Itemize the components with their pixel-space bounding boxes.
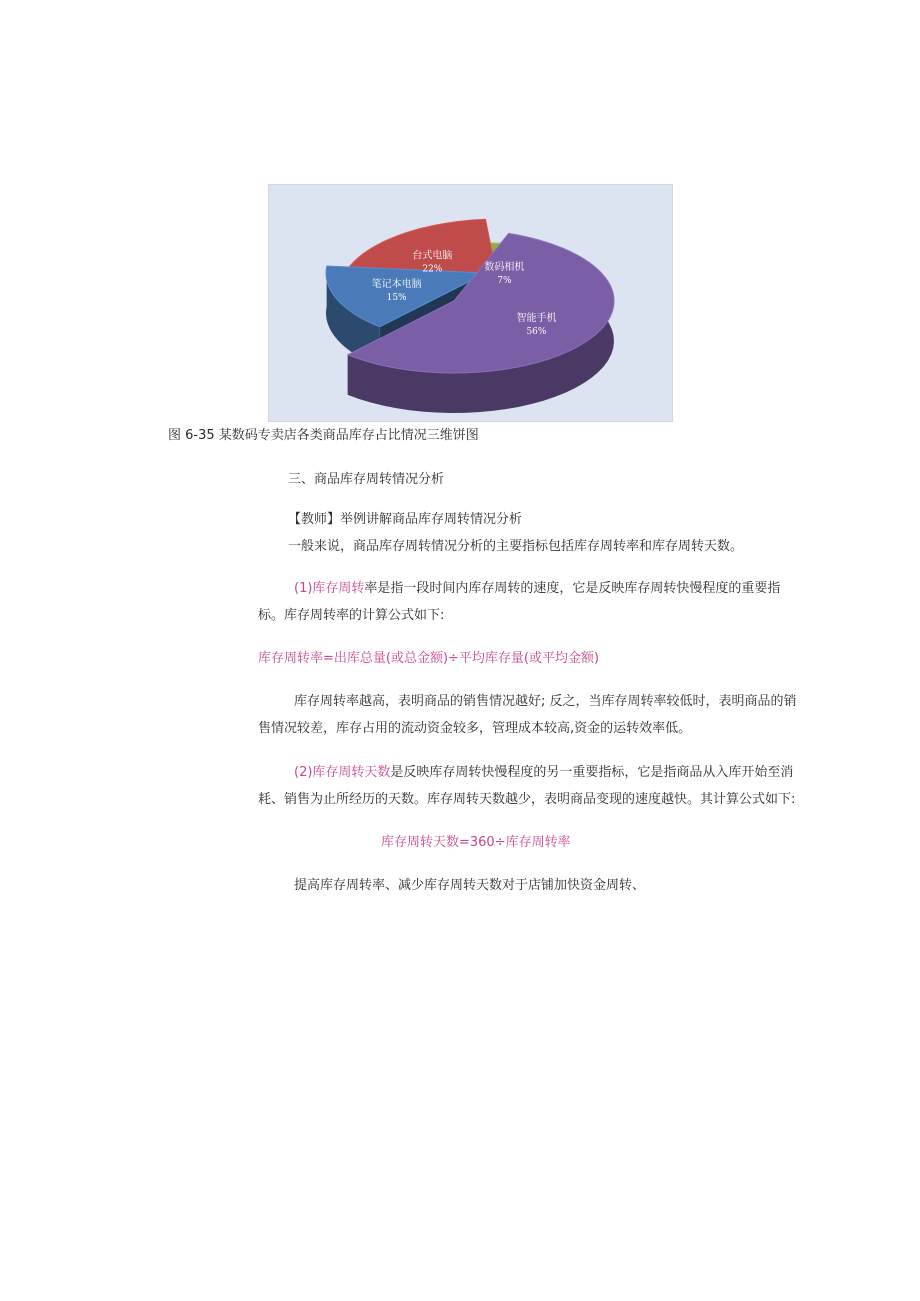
formula-turnover-rate: 库存周转率=出库总量(或总金额)÷平均库存量(或平均金额) <box>258 651 600 666</box>
paragraph-text: 率是指一段时间内库存周转的速度，它是反映库存周转快慢程度的重要指 <box>364 581 781 596</box>
slice-label-1: 笔记本电脑 <box>371 278 422 290</box>
formula-turnover-days: 库存周转天数=360÷库存周转率 <box>381 835 571 850</box>
slice-label-0: 智能手机 <box>516 313 557 325</box>
section-heading: 三、商品库存周转情况分析 <box>288 472 445 487</box>
slice-value-2: 22% <box>422 264 443 275</box>
slice-label-2: 台式电脑 <box>412 250 453 262</box>
slice-label-3: 数码相机 <box>484 262 525 274</box>
teacher-note: 【教师】举例讲解商品库存周转情况分析 <box>288 512 523 527</box>
paragraph-explanation-line1: 库存周转率越高，表明商品的销售情况越好; 反之，当库存周转率较低时，表明商品的销 <box>294 694 797 709</box>
paragraph-text: 是反映库存周转快慢程度的另一重要指标，它是指商品从入库开始至消 <box>390 765 794 780</box>
paragraph-turnover-days-line2: 耗、销售为止所经历的天数。库存周转天数越少，表明商品变现的速度越快。其计算公式如下: <box>258 792 796 807</box>
paragraph-conclusion: 提高库存周转率、减少库存周转天数对于店铺加快资金周转、 <box>294 878 646 893</box>
paragraph-turnover-days-line1 <box>294 764 793 782</box>
figure-caption: 图 6-35 某数码专卖店各类商品库存占比情况三维饼图 <box>168 428 479 443</box>
slice-value-3: 7% <box>497 276 512 287</box>
paragraph-turnover-rate-line1 <box>294 580 780 598</box>
paragraph-explanation-line2: 售情况较差，库存占用的流动资金较多，管理成本较高,资金的运转效率低。 <box>258 721 692 736</box>
paragraph-turnover-rate-line2: 标。库存周转率的计算公式如下: <box>258 608 445 623</box>
term-turnover-rate: (1)库存周转 <box>294 581 365 596</box>
term-turnover-days: (2)库存周转天数 <box>294 765 391 780</box>
pie-chart-3d <box>268 184 673 422</box>
intro-paragraph: 一般来说，商品库存周转情况分析的主要指标包括库存周转率和库存周转天数。 <box>288 539 744 554</box>
pie-chart-svg <box>269 185 672 421</box>
slice-value-0: 56% <box>526 327 547 338</box>
slice-value-1: 15% <box>386 292 407 303</box>
